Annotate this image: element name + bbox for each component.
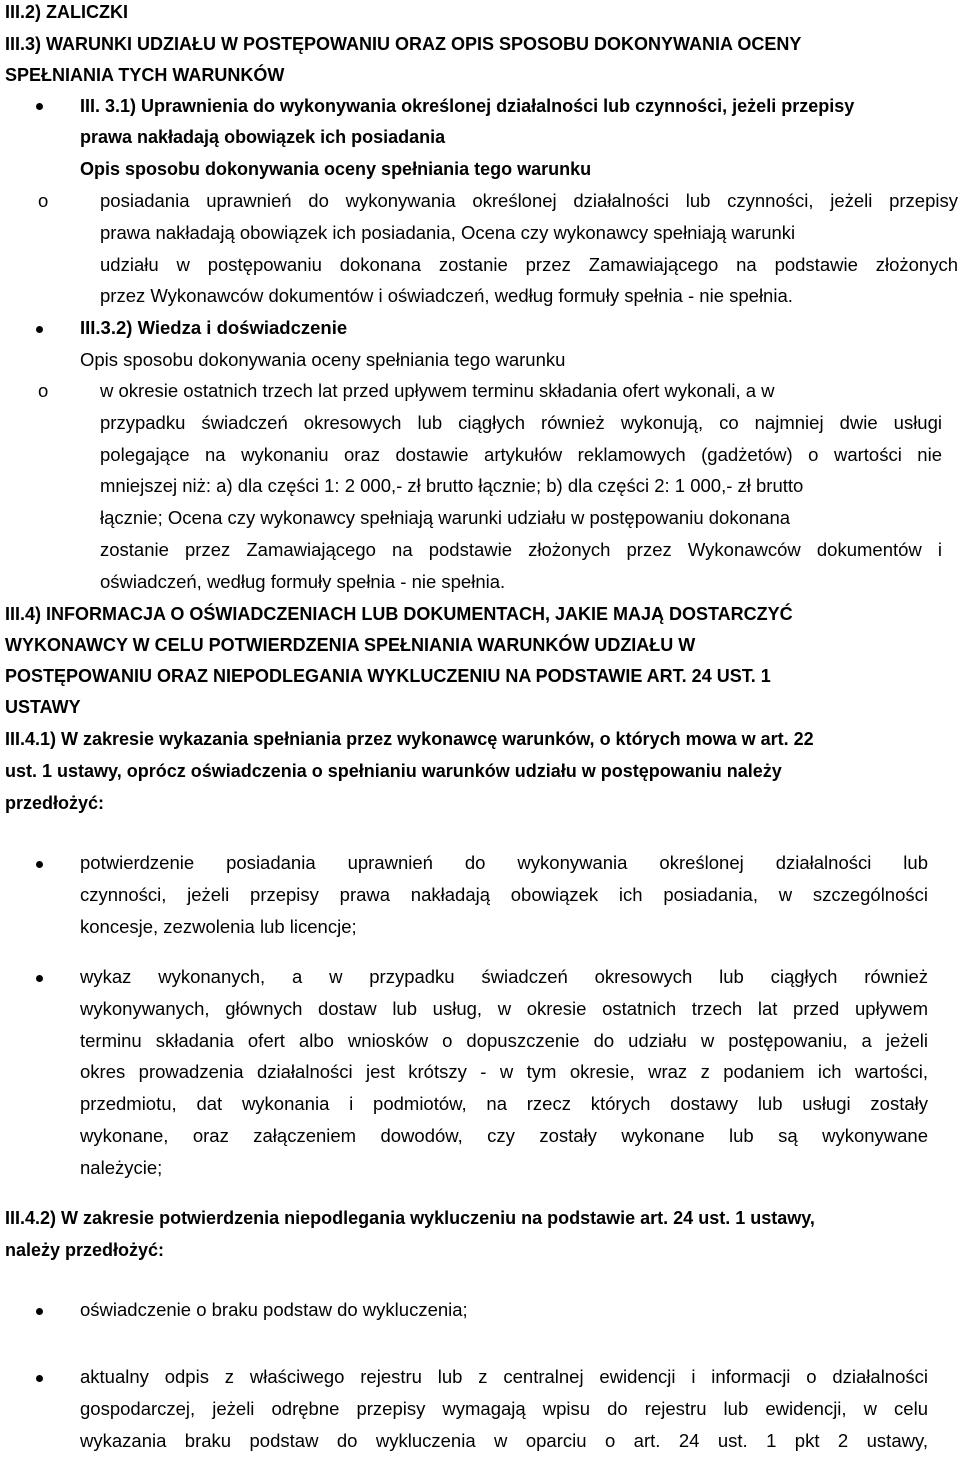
list-item-line: terminu składania ofert albo wniosków o dopuszczenie do udziału w postępowaniu, a jeżeli [80, 1029, 928, 1051]
section-4-title-line: USTAWY [5, 697, 81, 717]
list-item-line: wykazania braku podstaw do wykluczenia w oparciu o art. 24 ust. 1 pkt 2 ustawy, [80, 1429, 928, 1451]
paragraph-line: przez Wykonawców dokumentów i oświadczeń, według formuły spełnia - nie spełnia. [100, 285, 793, 307]
paragraph-line: udziału w postępowaniu dokonana zostanie przez Zamawiającego na podstawie złożonych [100, 253, 958, 275]
section-3-2-paragraph [100, 380, 942, 603]
section-3-1-paragraph [100, 190, 958, 317]
section-3-2-title-text: III.3.2) Wiedza i doświadczenie [80, 317, 348, 338]
list-item-line: przedmiotu, dat wykonania i podmiotów, na rzecz których dostawy lub usługi zostały [80, 1093, 928, 1115]
list-item-line: potwierdzenie posiadania uprawnień do wykonywania określonej działalności lub [80, 852, 928, 873]
heading-zaliczki: III.2) ZALICZKI [5, 2, 128, 22]
section-4-title-line: POSTĘPOWANIU ORAZ NIEPODLEGANIA WYKLUCZENIU NA PODSTAWIE ART. 24 UST. 1 [5, 666, 771, 686]
section-3-1-title-line-2: prawa nakładają obowiązek ich posiadania [80, 127, 446, 147]
paragraph-line: w okresie ostatnich trzech lat przed upływem terminu składania ofert wykonali, a w [100, 380, 775, 401]
paragraph-line: posiadania uprawnień do wykonywania określonej działalności lub czynności, jeżeli przepisy [100, 190, 958, 211]
list-item-line: wykonane, oraz załączeniem dowodów, czy zostały wykonane lub są wykonywane [80, 1124, 928, 1146]
bullet-icon [36, 103, 43, 110]
section-4-title-line: WYKONAWCY W CELU POTWIERDZENIA SPEŁNIANIA WARUNKÓW UDZIAŁU W [5, 635, 696, 655]
list-item-line: wykaz wykonanych, a w przypadku świadczeń okresowych lub ciągłych również [80, 966, 928, 987]
section-3-2-title [80, 317, 347, 339]
paragraph-line: zostanie przez Zamawiającego na podstawie złożonych przez Wykonawców dokumentów i [100, 538, 942, 560]
paragraph-line: przypadku świadczeń okresowych lub ciągłych również wykonują, co najmniej dwie usługi [100, 411, 942, 433]
heading-warunki-line-1: III.3) WARUNKI UDZIAŁU W POSTĘPOWANIU ORAZ OPIS SPOSOBU DOKONYWANIA OCENY [5, 34, 802, 54]
paragraph-line: mniejszej niż: a) dla części 1: 2 000,- zł brutto łącznie; b) dla części 2: 1 000,- zł brutto [100, 475, 804, 497]
bullet-icon [36, 975, 43, 982]
bullet-icon [36, 861, 43, 868]
section-3-2-opis: Opis sposobu dokonywania oceny spełniania tego warunku [80, 349, 566, 370]
paragraph-line: łącznie; Ocena czy wykonawcy spełniają warunki udziału w postępowaniu dokonana [100, 507, 791, 529]
section-4-1-title-line: III.4.1) W zakresie wykazania spełniania przez wykonawcę warunków, o których mowa w art. 22 [5, 729, 814, 749]
section-4-2-item-1: oświadczenie o braku podstaw do wykluczenia; [80, 1299, 468, 1320]
section-3-1-title-line-1: III. 3.1) Uprawnienia do wykonywania określonej działalności lub czynności, jeżeli przepisy [80, 96, 855, 116]
paragraph-line: polegające na wykonaniu oraz dostawie artykułów reklamowych (gadżetów) o wartości nie [100, 443, 942, 465]
list-item-line: wykonywanych, głównych dostaw lub usług, w okresie ostatnich trzech lat przed upływem [80, 997, 928, 1019]
section-4-1-title-line: przedłożyć: [5, 793, 105, 813]
list-item-line: należycie; [80, 1156, 163, 1178]
list-item-line: czynności, jeżeli przepisy prawa nakładają obowiązek ich posiadania, w szczególności [80, 883, 928, 905]
circle-marker-icon: o [38, 380, 49, 401]
heading-warunki-line-2: SPEŁNIANIA TYCH WARUNKÓW [5, 65, 285, 85]
bullet-icon [36, 1375, 43, 1382]
paragraph-line: prawa nakładają obowiązek ich posiadania, Ocena czy wykonawcy spełniają warunki [100, 221, 796, 243]
list-item-line: okres prowadzenia działalności jest krótszy - w tym okresie, wraz z podaniem ich wartości, [80, 1061, 928, 1083]
section-4-2-title-line: III.4.2) W zakresie potwierdzenia niepodlegania wykluczeniu na podstawie art. 24 ust. 1 ustawy, [5, 1208, 815, 1228]
bullet-icon [36, 1308, 43, 1315]
paragraph-line: oświadczeń, według formuły spełnia - nie spełnia. [100, 570, 506, 592]
list-item-line: koncesje, zezwolenia lub licencje; [80, 915, 357, 937]
section-4-1-item-2 [80, 966, 928, 1189]
section-4-1-title-line: ust. 1 ustawy, oprócz oświadczenia o spełnianiu warunków udziału w postępowaniu należy [5, 761, 782, 781]
section-4-title-line: III.4) INFORMACJA O OŚWIADCZENIACH LUB DOKUMENTACH, JAKIE MAJĄ DOSTARCZYĆ [5, 604, 793, 624]
section-3-1-opis: Opis sposobu dokonywania oceny spełniania tego warunku [80, 159, 592, 179]
section-4-1-item-1 [80, 852, 928, 947]
circle-marker-icon: o [38, 190, 49, 211]
section-4-2-title-line: należy przedłożyć: [5, 1240, 165, 1260]
list-item-line: gospodarczej, jeżeli odrębne przepisy wymagają wpisu do rejestru lub ewidencji, w celu [80, 1397, 928, 1419]
bullet-icon [36, 326, 43, 333]
list-item-line: aktualny odpis z właściwego rejestru lub z centralnej ewidencji i informacji o działalności [80, 1366, 928, 1387]
section-4-2-item-2 [80, 1366, 928, 1461]
